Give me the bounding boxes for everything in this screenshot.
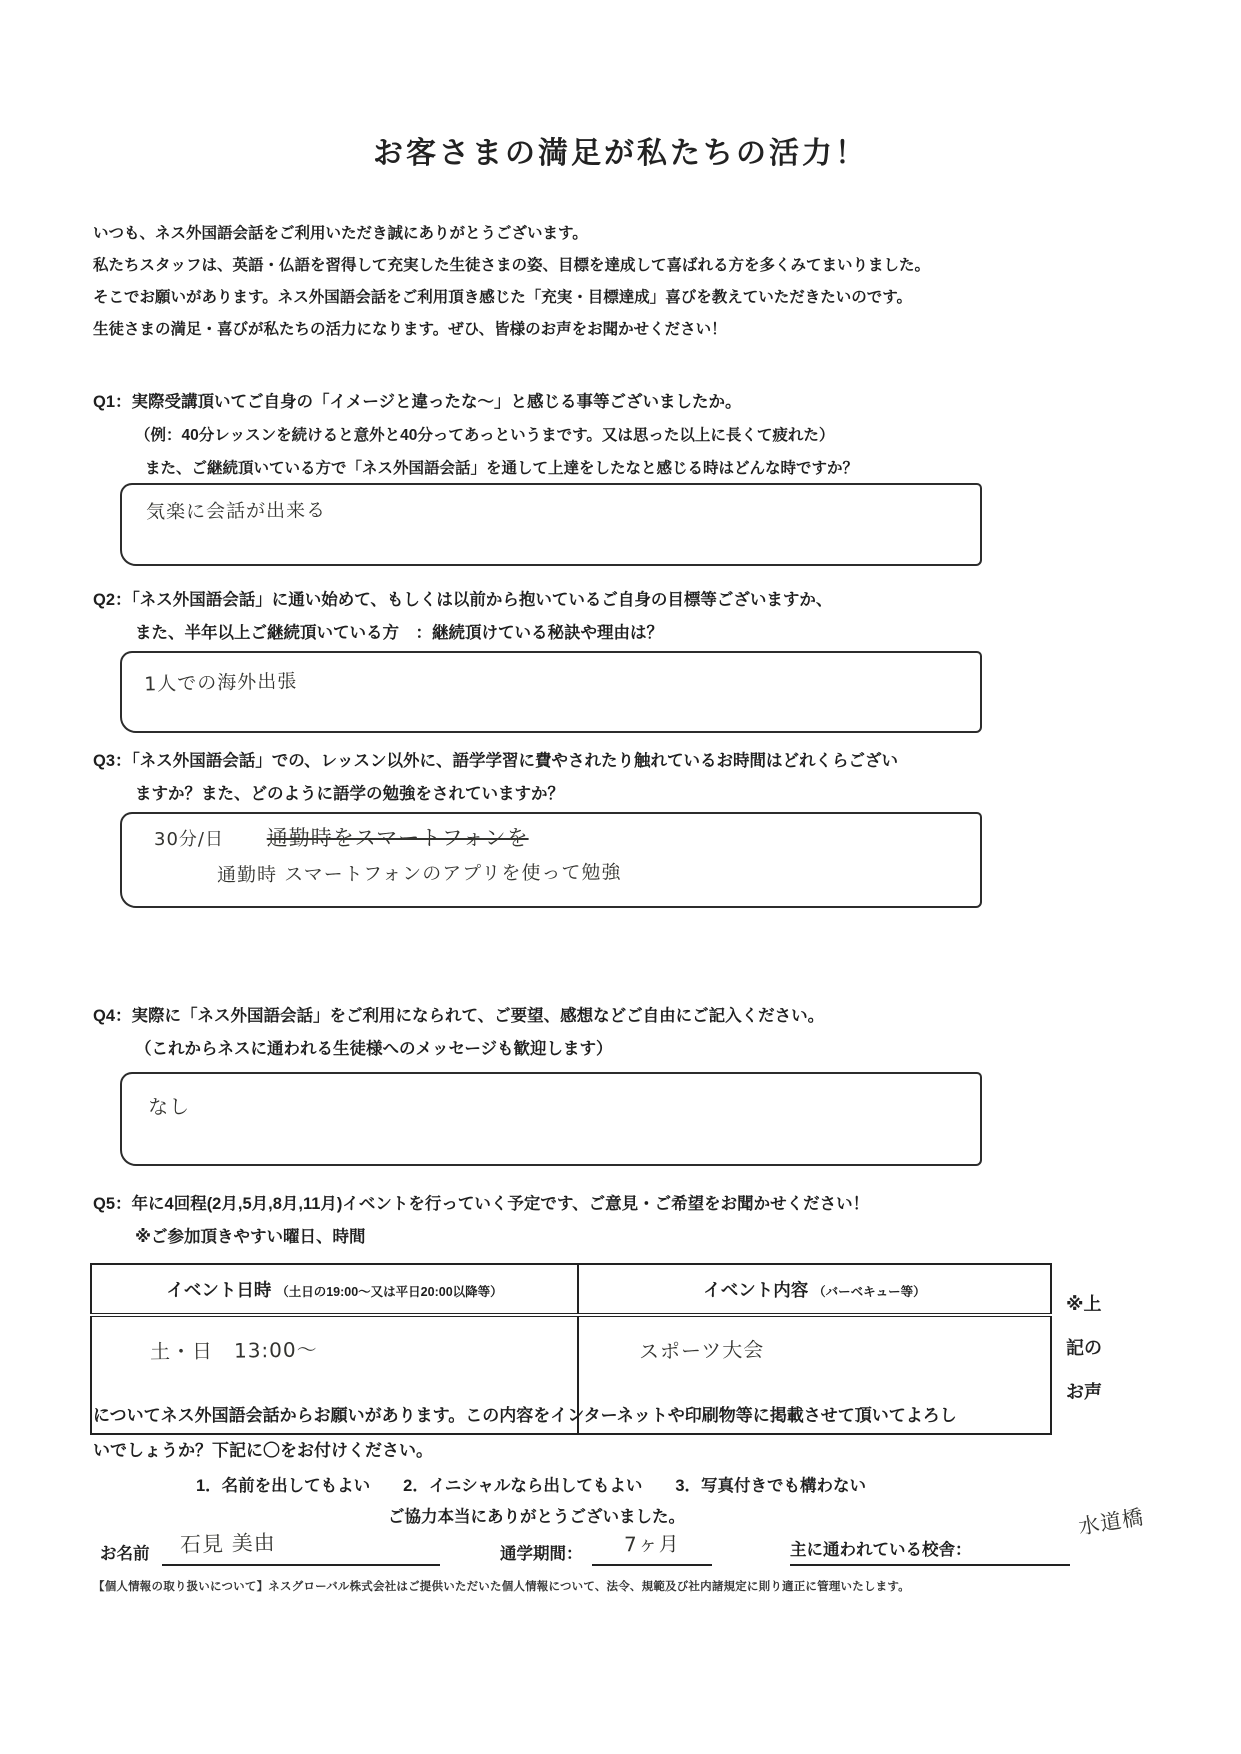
q1-question — [93, 386, 1173, 419]
name-handwritten: 石見 美由 — [179, 1530, 277, 1558]
event-table-header-row — [91, 1264, 1051, 1315]
event-content-handwritten: スポーツ大会 — [638, 1337, 765, 1364]
event-datetime-header — [91, 1264, 578, 1315]
q5-question-2: ※ご参加頂きやすい曜日、時間 — [135, 1228, 366, 1246]
q4-label: Q4： — [93, 1007, 132, 1025]
period-handwritten: 7ヶ月 — [624, 1531, 680, 1557]
consent-paragraph — [93, 1398, 1183, 1468]
q1-label: Q1： — [93, 393, 132, 411]
event-content-header — [578, 1264, 1051, 1315]
privacy-notice: 【個人情報の取り扱いについて】ネスグローバル株式会社はご提供いただいた個人情報について、法令、規範及び社内諸規定に則り適正に管理いたします。 — [93, 1581, 910, 1593]
question-1 — [93, 386, 1173, 485]
intro-line-3: そこでお願いがあります。ネス外国語会話をご利用頂き感じた「充実・目標達成」喜びを教えていただきたいのです。 — [93, 289, 913, 306]
name-field — [162, 1528, 440, 1566]
q2-question-2: また、半年以上ご継続頂いている方 ：継続頂けている秘訣や理由は？ — [135, 624, 663, 642]
q2-label: Q2： — [93, 591, 132, 609]
consent-thanks: ご協力本当にありがとうございました。 — [388, 1508, 685, 1526]
q3-question — [93, 745, 1183, 778]
q3-handwritten-line-2: 通勤時 スマートフォンのアプリを使って勉強 — [216, 861, 622, 887]
q1-handwritten-answer: 気楽に会話が出来る — [145, 499, 327, 524]
event-datetime-header-label: イベント日時 — [166, 1279, 272, 1300]
question-5 — [93, 1188, 1183, 1254]
period-field — [592, 1528, 712, 1566]
q3-answer-prefix: 30分/日 — [154, 829, 224, 850]
q1-question-text: 実際受講頂いてご自身の「イメージと違ったな～」と感じる事等ございましたか。 — [131, 393, 742, 411]
name-label: お名前 — [100, 1545, 150, 1563]
question-2 — [93, 584, 1173, 650]
q4-answer-box — [120, 1072, 982, 1166]
event-datetime-header-note: （土日の19:00～又は平日20:00以降等） — [276, 1284, 503, 1299]
q1-note-2: また、ご継続頂いている方で「ネス外国語会話」を通して上達をしたなと感じる時はどんな時ですか？ — [145, 460, 859, 477]
q3-answer-struck-text: 通勤時をスマートフォンを — [266, 826, 529, 850]
side-note-line-1: ※上 — [1066, 1294, 1102, 1314]
event-content-header-note: （バーベキュー等） — [813, 1284, 926, 1299]
intro-paragraph — [93, 218, 1153, 346]
q5-question-text: 年に4回程(2月,5月,8月,11月)イベントを行っていく予定です、ご意見・ご希望をお聞かせください！ — [131, 1195, 870, 1213]
q2-handwritten-answer: 1人での海外出張 — [143, 670, 298, 696]
side-note — [1066, 1282, 1102, 1414]
q5-label: Q5： — [93, 1195, 132, 1213]
page-title: お客さまの満足が私たちの活力！ — [373, 137, 868, 170]
q3-label: Q3： — [93, 752, 132, 770]
event-datetime-handwritten: 土・日 13:00～ — [149, 1337, 318, 1364]
intro-line-4: 生徒さまの満足・喜びが私たちの活力になります。ぜひ、皆様のお声をお聞かせください！ — [93, 321, 727, 338]
q2-question — [93, 584, 1173, 617]
consent-line-1: についてネス外国語会話からお願いがあります。この内容をインターネットや印刷物等に掲載させて頂いてよろし — [93, 1406, 957, 1425]
q4-question-2: （これからネスに通われる生徒様へのメッセージも歓迎します） — [135, 1040, 613, 1058]
school-handwritten: 水道橋 — [1076, 1504, 1146, 1540]
school-label: 主に通われている校舎： — [790, 1541, 972, 1559]
q5-question — [93, 1188, 1183, 1221]
q2-answer-box — [120, 651, 982, 733]
q3-question-2: ますか？また、どのように語学の勉強をされていますか？ — [135, 785, 564, 803]
q3-question-text: 「ネス外国語会話」での、レッスン以外に、語学学習に費やされたり触れているお時間はどれくらござい — [131, 752, 898, 770]
q3-handwritten-line-1 — [122, 814, 980, 852]
question-3 — [93, 745, 1183, 811]
consent-line-2: いでしょうか？下記に〇をお付けください。 — [93, 1441, 433, 1460]
q4-question-text: 実際に「ネス外国語会話」をご利用になられて、ご要望、感想などご自由にご記入ください。 — [131, 1007, 825, 1025]
q4-question — [93, 1000, 1173, 1033]
q1-answer-box — [120, 483, 982, 566]
question-4 — [93, 1000, 1173, 1066]
school-label-field — [790, 1504, 1070, 1566]
q1-note-1: （例：40分レッスンを続けると意外と40分ってあっというまです。又は思った以上に長くて疲れた） — [135, 427, 835, 444]
side-note-line-2: 記の — [1066, 1338, 1102, 1358]
side-note-line-3: お声 — [1066, 1382, 1102, 1402]
period-label: 通学期間： — [500, 1545, 583, 1563]
q2-question-text: 「ネス外国語会話」に通い始めて、もしくは以前から抱いているご自身の目標等ございますか、 — [131, 591, 833, 609]
intro-line-2: 私たちスタッフは、英語・仏語を習得して充実した生徒さまの姿、目標を達成して喜ばれる方を多くみてまいりました。 — [93, 257, 931, 274]
q4-handwritten-answer: なし — [147, 1094, 191, 1120]
consent-options: 1．名前を出してもよい 2．イニシャルなら出してもよい 3．写真付きでも構わない — [196, 1477, 867, 1495]
event-content-header-label: イベント内容 — [703, 1279, 809, 1300]
q3-answer-box — [120, 812, 982, 908]
intro-line-1: いつも、ネス外国語会話をご利用いただき誠にありがとうございます。 — [93, 225, 588, 242]
